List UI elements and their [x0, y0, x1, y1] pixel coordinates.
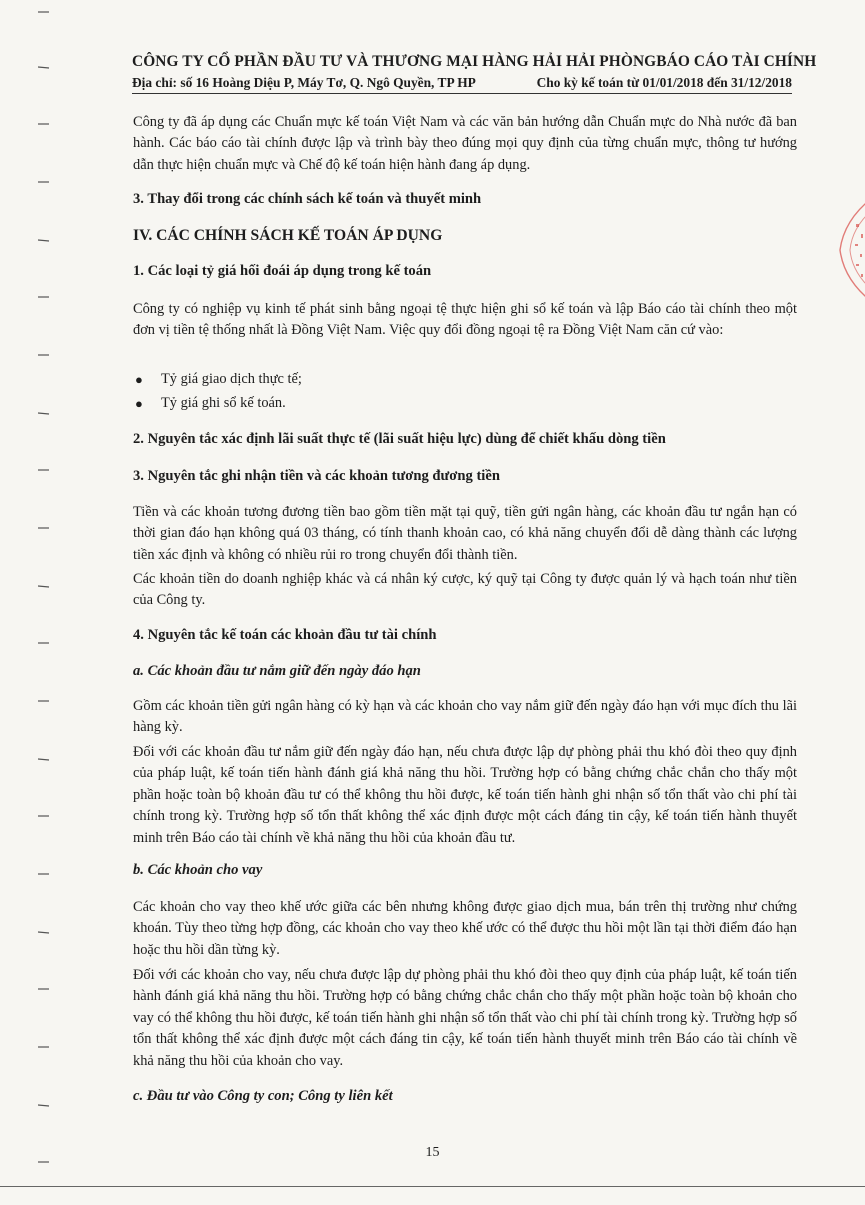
exchange-rate-list — [133, 369, 797, 414]
held-to-maturity-paragraph-1: Gồm các khoản tiền gửi ngân hàng có kỳ hạn và các khoản cho vay nắm giữ đến ngày đáo hạn với mục đích thu lãi hàng kỳ. — [133, 698, 797, 736]
company-address: Địa chỉ: số 16 Hoàng Diệu P, Máy Tơ, Q. Ngô Quyền, TP HP — [132, 75, 476, 90]
cash-paragraph-2: Các khoản tiền do doanh nghiệp khác và cá nhân ký cược, ký quỹ tại Công ty được quản lý và hạch toán như tiền của Công ty. — [133, 571, 797, 609]
loans-paragraph-2: Đối với các khoản cho vay, nếu chưa được lập dự phòng phải thu khó đòi theo quy định của pháp luật, kế toán tiến hành đánh giá khả năng thu hồi. Trường hợp có bằng chứng chắc chắn cho thấy một phần hoặc toàn bộ khoản cho vay có thể không thu hồi được, kế toán tiến hành ghi nhận số tổn thất vào chi phí tài chính trong kỳ. Trường hợp số tổn thất không thể xác định được một cách đáng tin cậy, kế toán tiến hành thuyết minh trên Báo cáo tài chính về khả năng thu hồi của khoản cho vay. — [133, 967, 797, 1069]
report-title: BÁO CÁO TÀI CHÍNH — [656, 53, 817, 70]
heading-held-to-maturity: a. Các khoản đầu tư nắm giữ đến ngày đáo hạn — [133, 663, 421, 679]
reporting-period: Cho kỳ kế toán từ 01/01/2018 đến 31/12/2018 — [536, 75, 792, 90]
heading-accounting-policy-changes: 3. Thay đổi trong các chính sách kế toán và thuyết minh — [133, 191, 482, 207]
held-to-maturity-paragraph-2: Đối với các khoản đầu tư nắm giữ đến ngày đáo hạn, nếu chưa được lập dự phòng phải thu khó đòi theo quy định của pháp luật, kế toán tiến hành đánh giá khả năng thu hồi. Trường hợp có bằng chứng chắc chắn cho thấy một phần hoặc toàn bộ khoản đầu tư có thể không thu hồi được, kế toán tiến hành ghi nhận số tổn thất vào chi phí tài chính trong kỳ. Trường hợp số tổn thất không thể xác định được một cách đáng tin cậy, kế toán tiến hành thuyết minh trên Báo cáo tài chính về khả năng thu hồi của khoản đầu tư. — [133, 744, 797, 846]
list-item: ● Tỷ giá ghi sổ kế toán. — [133, 393, 797, 414]
heading-section-iv: IV. CÁC CHÍNH SÁCH KẾ TOÁN ÁP DỤNG — [133, 227, 443, 244]
list-item: ● Tỷ giá giao dịch thực tế; — [133, 369, 797, 390]
intro-paragraph: Công ty đã áp dụng các Chuẩn mực kế toán Việt Nam và các văn bản hướng dẫn Chuẩn mực do Nhà nước đã ban hành. Các báo cáo tài chính được lập và trình bày theo đúng mọi quy định của từng chuẩn mực, thông tư hướng dẫn thực hiện chuẩn mực và Chế độ kế toán hiện hành đang áp dụng. — [133, 114, 797, 173]
header-divider — [132, 93, 792, 94]
heading-cash-equivalents: 3. Nguyên tắc ghi nhận tiền và các khoản tương đương tiền — [133, 468, 500, 484]
scan-bottom-edge — [0, 1186, 865, 1187]
heading-subsidiaries-associates: c. Đầu tư vào Công ty con; Công ty liên kết — [133, 1088, 393, 1104]
bullet-icon: ● — [135, 372, 143, 387]
binding-margin-marks — [38, 0, 50, 1200]
heading-exchange-rates: 1. Các loại tỷ giá hối đoái áp dụng trong kế toán — [133, 263, 432, 279]
loans-paragraph-1: Các khoản cho vay theo khế ước giữa các bên nhưng không được giao dịch mua, bán trên thị trường như chứng khoán. Tùy theo từng hợp đồng, các khoản cho vay theo khế ước có thể được thu hồi một lần tại thời điểm đáo hạn hoặc thu hồi dần từng kỳ. — [133, 899, 797, 958]
exchange-rate-paragraph: Công ty có nghiệp vụ kinh tế phát sinh bằng ngoại tệ thực hiện ghi sổ kế toán và lập Báo cáo tài chính theo một đơn vị tiền tệ thống nhất là Đồng Việt Nam. Việc quy đổi đồng ngoại tệ ra Đồng Việt Nam căn cứ vào: — [133, 301, 797, 339]
company-seal-fragment — [836, 190, 865, 310]
bullet-icon: ● — [135, 396, 143, 411]
heading-effective-interest-rate: 2. Nguyên tắc xác định lãi suất thực tế (lãi suất hiệu lực) dùng để chiết khấu dòng tiền — [133, 431, 666, 447]
company-name: CÔNG TY CỔ PHẦN ĐẦU TƯ VÀ THƯƠNG MẠI HÀNG HẢI HẢI PHÒNG — [132, 53, 657, 70]
page-number: 15 — [425, 1145, 440, 1160]
heading-financial-investments: 4. Nguyên tắc kế toán các khoản đầu tư tài chính — [133, 627, 437, 643]
report-header — [132, 53, 817, 91]
cash-paragraph-1: Tiền và các khoản tương đương tiền bao gồm tiền mặt tại quỹ, tiền gửi ngân hàng, các khoản đầu tư ngắn hạn có thời gian đáo hạn không quá 03 tháng, có tính thanh khoản cao, có khả năng chuyển đổi dễ dàng thành các lượng tiền xác định và không có nhiều rủi ro trong chuyển đổi thành tiền. — [133, 504, 797, 563]
heading-loans: b. Các khoản cho vay — [133, 862, 263, 878]
